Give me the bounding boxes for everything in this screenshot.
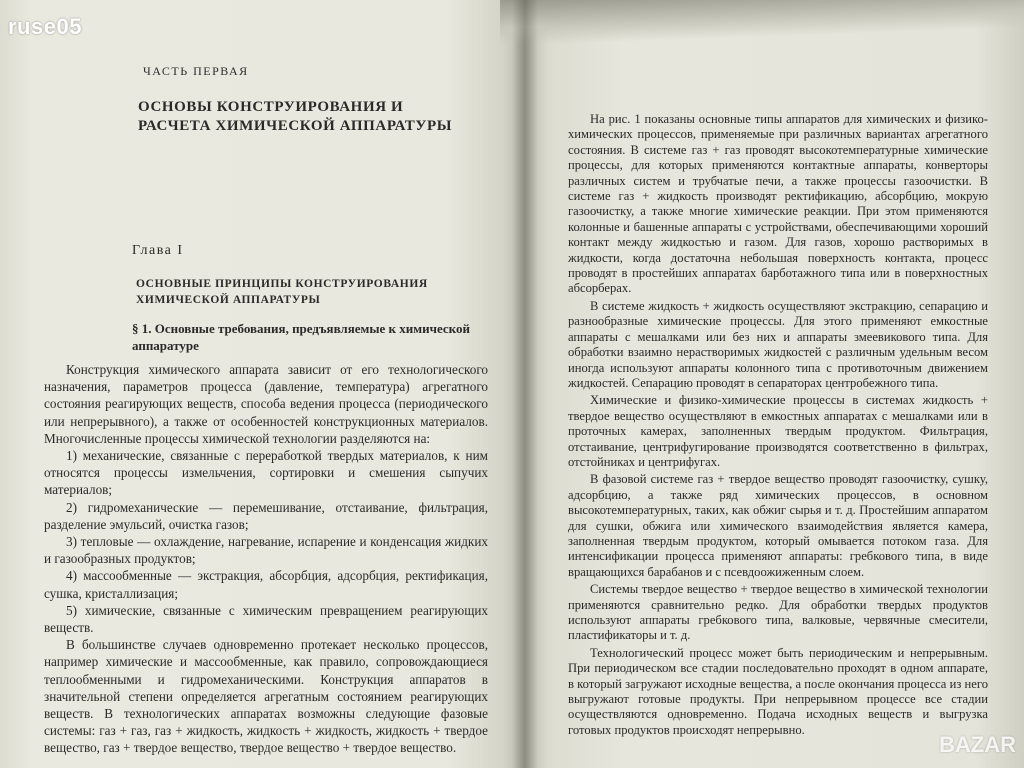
body-paragraph: В большинстве случаев одновременно протекает несколько процессов, например химические и массообменные, как правило, сопровождающиеся теплообменными и гидромеханическими. Конструкция аппаратов в значительной степени определяется агрегатным состоянием реагирующих веществ. В технологических аппаратах возможны следующие фазовые системы: газ + газ, газ + жидкость, жидкость + жидкость, жидкость + твердое вещество, газ + твердое вещество, твердое вещество + твердое вещество. [44,637,488,756]
section-title: § 1. Основные требования, предъявляемые к химической аппаратуре [132,321,470,353]
right-body-text [568,112,988,738]
body-paragraph: Конструкция химического аппарата зависит от его технологического назначения, параметров процесса (давление, температура) агрегатного состояния реагирующих веществ, способа ведения процесса (периодического или непрерывного), а также от особенностей конструкционных материалов. Многочисленные процессы химической технологии разделяются на: [44,362,488,446]
list-item: 1) механические, связанные с переработкой твердых материалов, к ним относятся процессы измельчения, сортировки и смешения сыпучих материалов; [44,448,488,498]
list-item: 5) химические, связанные с химическим превращением реагирующих веществ. [44,602,488,636]
bazar-logo: BAZAR [939,732,1016,757]
body-paragraph: В фазовой системе газ + твердое вещество проводят газоочистку, сушку, адсорбцию, а также ряд химических процессов, в основном высокотемпературных, таких, как обжиг сырья и т. д. Простейшим аппаратом для сушки, обжига или химического взаимодействия является камера, заполненная твердым продуктом, который омывается потоком газа. Для интенсификации процесса применяют аппараты: гребкового типа, в виде вращающихся барабанов и с псевдоожиженным слоем. [568,472,988,579]
list-item: 2) гидромеханические — перемешивание, отстаивание, фильтрация, разделение эмульсий, очистка газов; [44,499,488,532]
body-paragraph: Технологический процесс может быть периодическим и непрерывным. При периодическом все стадии последовательно проходят в одном аппарате, в который загружают исходные вещества, а после окончания процесса из него выгружают готовые продукты. При непрерывном процессе все стадии осуществляются одновременно. Подача исходных веществ и выгрузка готовых продуктов происходят непрерывно. [568,645,988,737]
watermark-text: ruse05 [8,14,82,39]
body-paragraph: Системы твердое вещество + твердое вещество в химической технологии применяются сравнительно редко. Для обработки твердых продуктов используют аппараты гребкового типа, валковые, червячные смесители, пластификаторы и т. д. [568,582,988,643]
part-title: ОСНОВЫ КОНСТРУИРОВАНИЯ И РАСЧЕТА ХИМИЧЕСКОЙ АППАРАТУРЫ [138,99,453,134]
body-paragraph: В системе жидкость + жидкость осуществляют экстракцию, сепарацию и разнообразные химические процессы. Для этого применяют емкостные аппараты с мешалками или без них и аппараты змеевикового типа. Для обработки взаимно нерастворимых жидкостей с различным удельным весом иногда используют аппараты колонного типа с противоточным движением жидкостей. Сепарацию проводят в сепараторах центробежного типа. [568,298,988,390]
chapter-title: ОСНОВНЫЕ ПРИНЦИПЫ КОНСТРУИРОВАНИЯ ХИМИЧЕСКОЙ АППАРАТУРЫ [136,278,428,306]
chapter-label: Глава I [132,243,184,258]
book-gutter-shadow [512,0,538,768]
body-paragraph: Химические и физико-химические процессы в системах жидкость + твердое вещество осуществляют в емкостных аппаратах с мешалками или в проточных камерах, заполненных твердым продуктом. Фильтрация, отстаивание, центрифугирование производятся соответственно в фильтрах, отстойниках и центрифугах. [568,393,988,469]
body-paragraph: На рис. 1 показаны основные типы аппаратов для химических и физико-химических процессов, применяемые при различных вариантах агрегатного состояния. В системе газ + газ проводят высокотемпературные химические процессы, для которых применяются контактные аппараты, конверторы различных систем и трубчатые печи, а также процессы газоочистки. В системе газ + жидкость производят ректификацию, абсорбцию, мокрую газоочистку, а также многие химические реакции. При этом применяются колонные и башенные аппараты с устройствами, обеспечивающими хороший контакт между жидкостью и газом. Для газов, хорошо растворимых в жидкости, когда достаточна небольшая поверхность контакта, процесс проводят в простейших аппаратах барботажного типа или в поверхностных абсорберах. [568,112,988,296]
part-label: ЧАСТЬ ПЕРВАЯ [143,64,249,78]
list-item: 4) массообменные — экстракция, абсорбция, адсорбция, ректификация, сушка, кристаллизация; [44,568,488,601]
left-body-text [44,361,488,757]
list-item: 3) тепловые — охлаждение, нагревание, испарение и конденсация жидких и газообразных продуктов; [44,534,488,567]
